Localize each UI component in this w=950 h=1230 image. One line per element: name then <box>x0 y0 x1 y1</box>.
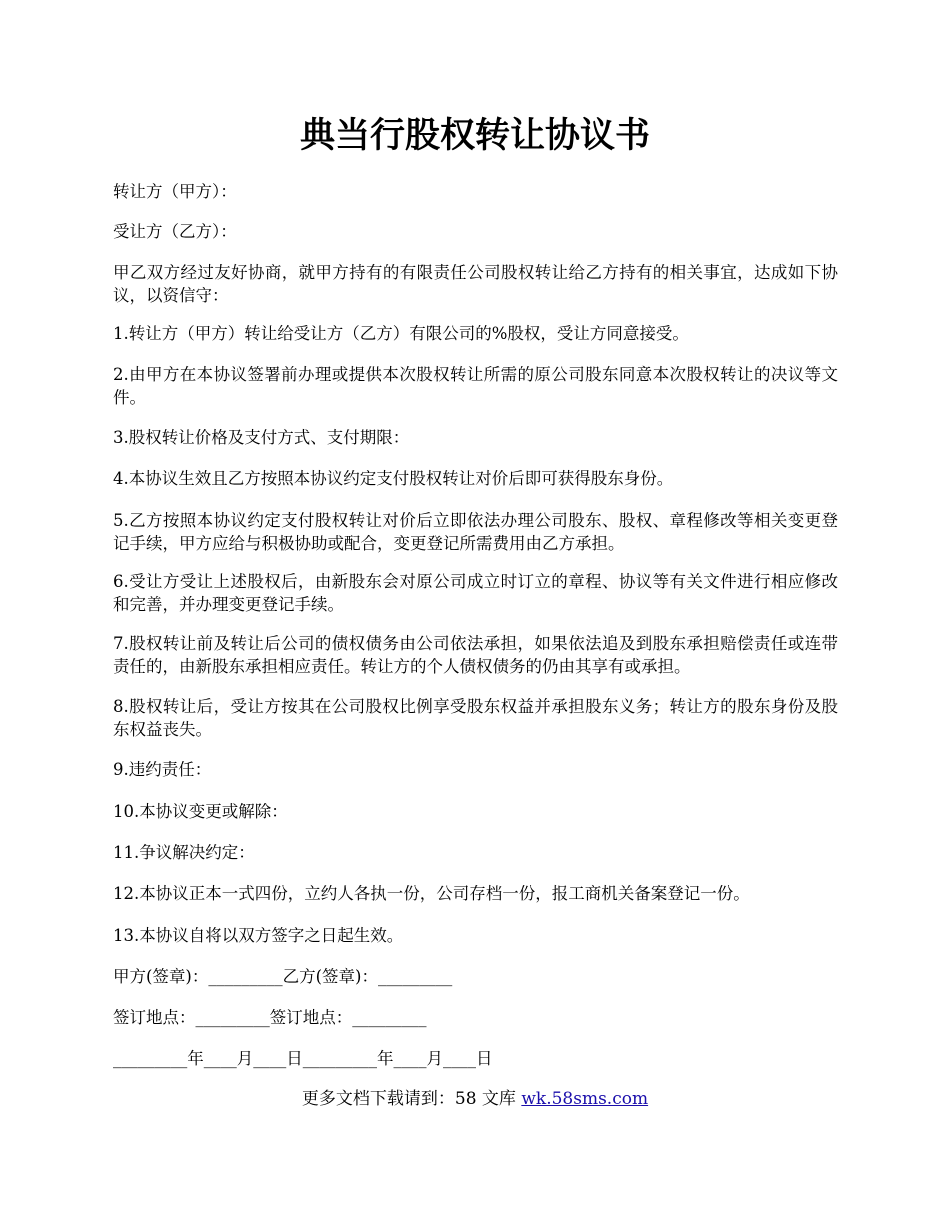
footer-text: 更多文档下载请到：58 文库 <box>301 1089 522 1109</box>
signature-line: 甲方(签章)：_________乙方(签章)：_________ <box>113 967 453 986</box>
clause-12: 12.本协议正本一式四份，立约人各执一份，公司存档一份，报工商机关备案登记一份。 <box>113 884 750 903</box>
clause-10: 10.本协议变更或解除： <box>113 802 288 821</box>
clause-8: 8.股权转让后，受让方按其在公司股权比例享受股东权益并承担股东义务；转让方的股东身份及股东权益丧失。 <box>113 697 838 739</box>
clause-9: 9.违约责任： <box>113 760 212 779</box>
paragraph-transferee: 受让方（乙方）： <box>113 222 237 241</box>
document-title: 典当行股权转让协议书 <box>299 115 650 156</box>
clause-6: 6.受让方受让上述股权后，由新股东会对原公司成立时订立的章程、协议等有关文件进行相应修改和完善，并办理变更登记手续。 <box>113 572 838 614</box>
clause-3: 3.股权转让价格及支付方式、支付期限： <box>113 428 410 447</box>
clause-4: 4.本协议生效且乙方按照本协议约定支付股权转让对价后即可获得股东身份。 <box>113 469 674 488</box>
clause-7: 7.股权转让前及转让后公司的债权债务由公司依法承担，如果依法追及到股东承担赔偿责任或连带责任的，由新股东承担相应责任。转让方的个人债权债务的仍由其享有或承担。 <box>113 634 838 676</box>
clause-13: 13.本协议自将以双方签字之日起生效。 <box>113 926 404 945</box>
clause-1: 1.转让方（甲方）转让给受让方（乙方）有限公司的%股权，受让方同意接受。 <box>113 324 689 343</box>
date-line: _________年____月____日_________年____月____日 <box>113 1049 493 1068</box>
paragraph-preamble: 甲乙双方经过友好协商，就甲方持有的有限责任公司股权转让给乙方持有的相关事宜，达成如下协议，以资信守： <box>113 263 838 305</box>
paragraph-transferor: 转让方（甲方）： <box>113 182 237 201</box>
footer <box>0 1087 950 1111</box>
clause-5: 5.乙方按照本协议约定支付股权转让对价后立即依法办理公司股东、股权、章程修改等相关变更登记手续，甲方应给与积极协助或配合，变更登记所需费用由乙方承担。 <box>113 511 838 553</box>
signing-place-line: 签订地点：_________签订地点：_________ <box>113 1008 427 1027</box>
footer-link[interactable]: wk.58sms.com <box>521 1089 649 1109</box>
clause-11: 11.争议解决约定： <box>113 843 255 862</box>
clause-2: 2.由甲方在本协议签署前办理或提供本次股权转让所需的原公司股东同意本次股权转让的决议等文件。 <box>113 365 838 407</box>
